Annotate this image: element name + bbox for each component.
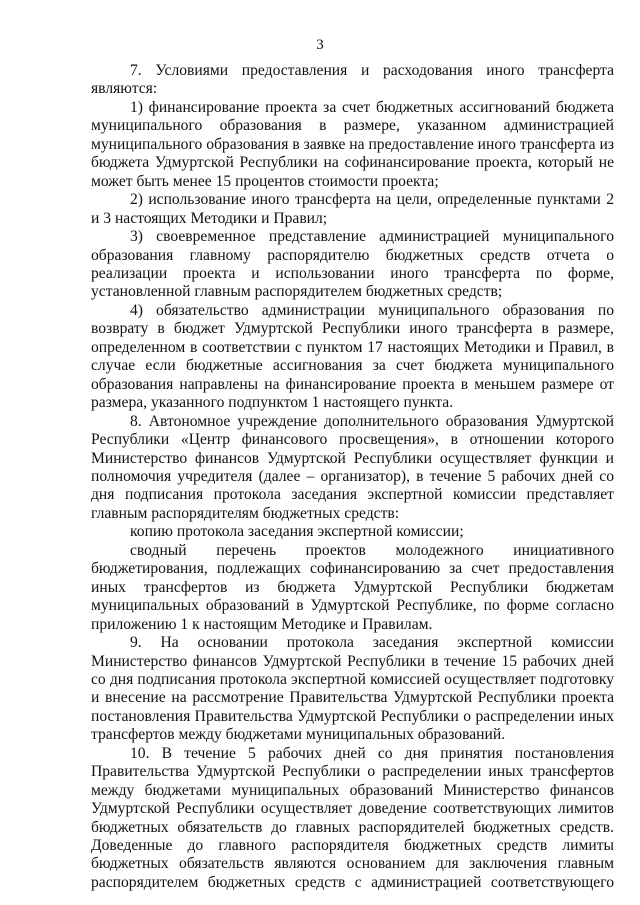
paragraph-10: 10. В течение 5 рабочих дней со дня принятия постановления Правительства Удмуртской Республики о распределении иных трансфертов между бюджетами муниципальных образований Министерство финансов Удмуртской Республики осуществляет доведение соответствующих лимитов бюджетных обязательств до главных распорядителей бюджетных средств. Доведенные до главного распорядителя бюджетных средств лимиты бюджетных обязательств являются основанием для заключения главным распорядителем бюджетных средств с администрацией соответствующего <box>91 744 614 891</box>
paragraph-7-item-2: 2) использование иного трансферта на цели, определенные пунктами 2 и 3 настоящих Методики и Правил; <box>91 191 614 227</box>
paragraph-7-item-4: 4) обязательство администрации муниципального образования по возврату в бюджет Удмуртской Республики иного трансферта в размере, определенном в соответствии с пунктом 17 настоящих Методики и Правил, в случае если бюджетные ассигнования за счет бюджета муниципального образования направлены на финансирование проекта в меньшем размере от размера, указанного подпунктом 1 настоящего пункта. <box>91 301 614 412</box>
paragraph-8-item-list: сводный перечень проектов молодежного инициативного бюджетирования, подлежащих софинансированию за счет предоставления иных трансфертов из бюджета Удмуртской Республики бюджетам муниципальных образований в Удмуртской Республике, по форме согласно приложению 1 к настоящим Методике и Правилам. <box>91 541 614 633</box>
paragraph-8-item-copy: копию протокола заседания экспертной комиссии; <box>130 523 464 541</box>
paragraph-9: 9. На основании протокола заседания экспертной комиссии Министерство финансов Удмуртской Республики в течение 15 рабочих дней со дня подписания протокола экспертной комиссией осуществляет подготовку и внесение на рассмотрение Правительства Удмуртской Республики проекта постановления Правительства Удмуртской Республики о распределении иных трансфертов между бюджетами муниципальных образований. <box>91 634 614 744</box>
document-body <box>91 62 614 892</box>
paragraph-7-item-3: 3) своевременное представление администрацией муниципального образования главному распорядителю бюджетных средств отчета о реализации проекта и использовании иного трансферта по форме, установленной главным распорядителем бюджетных средств; <box>91 228 614 301</box>
paragraph-7-intro: 7. Условиями предоставления и расходования иного трансферта являются: <box>91 62 614 98</box>
page-number: 3 <box>316 37 324 53</box>
paragraph-7-item-1: 1) финансирование проекта за счет бюджетных ассигнований бюджета муниципального образования в размере, указанном администрацией муниципального образования в заявке на предоставление иного трансферта из бюджета Удмуртской Республики на софинансирование проекта, который не может быть менее 15 процентов стоимости проекта; <box>91 98 614 190</box>
paragraph-8: 8. Автономное учреждение дополнительного образования Удмуртской Республики «Центр финансового просвещения», в отношении которого Министерство финансов Удмуртской Республики осуществляет функции и полномочия учредителя (далее – организатор), в течение 5 рабочих дней со дня подписания протокола заседания экспертной комиссии представляет главным распорядителям бюджетных средств: <box>91 412 614 522</box>
